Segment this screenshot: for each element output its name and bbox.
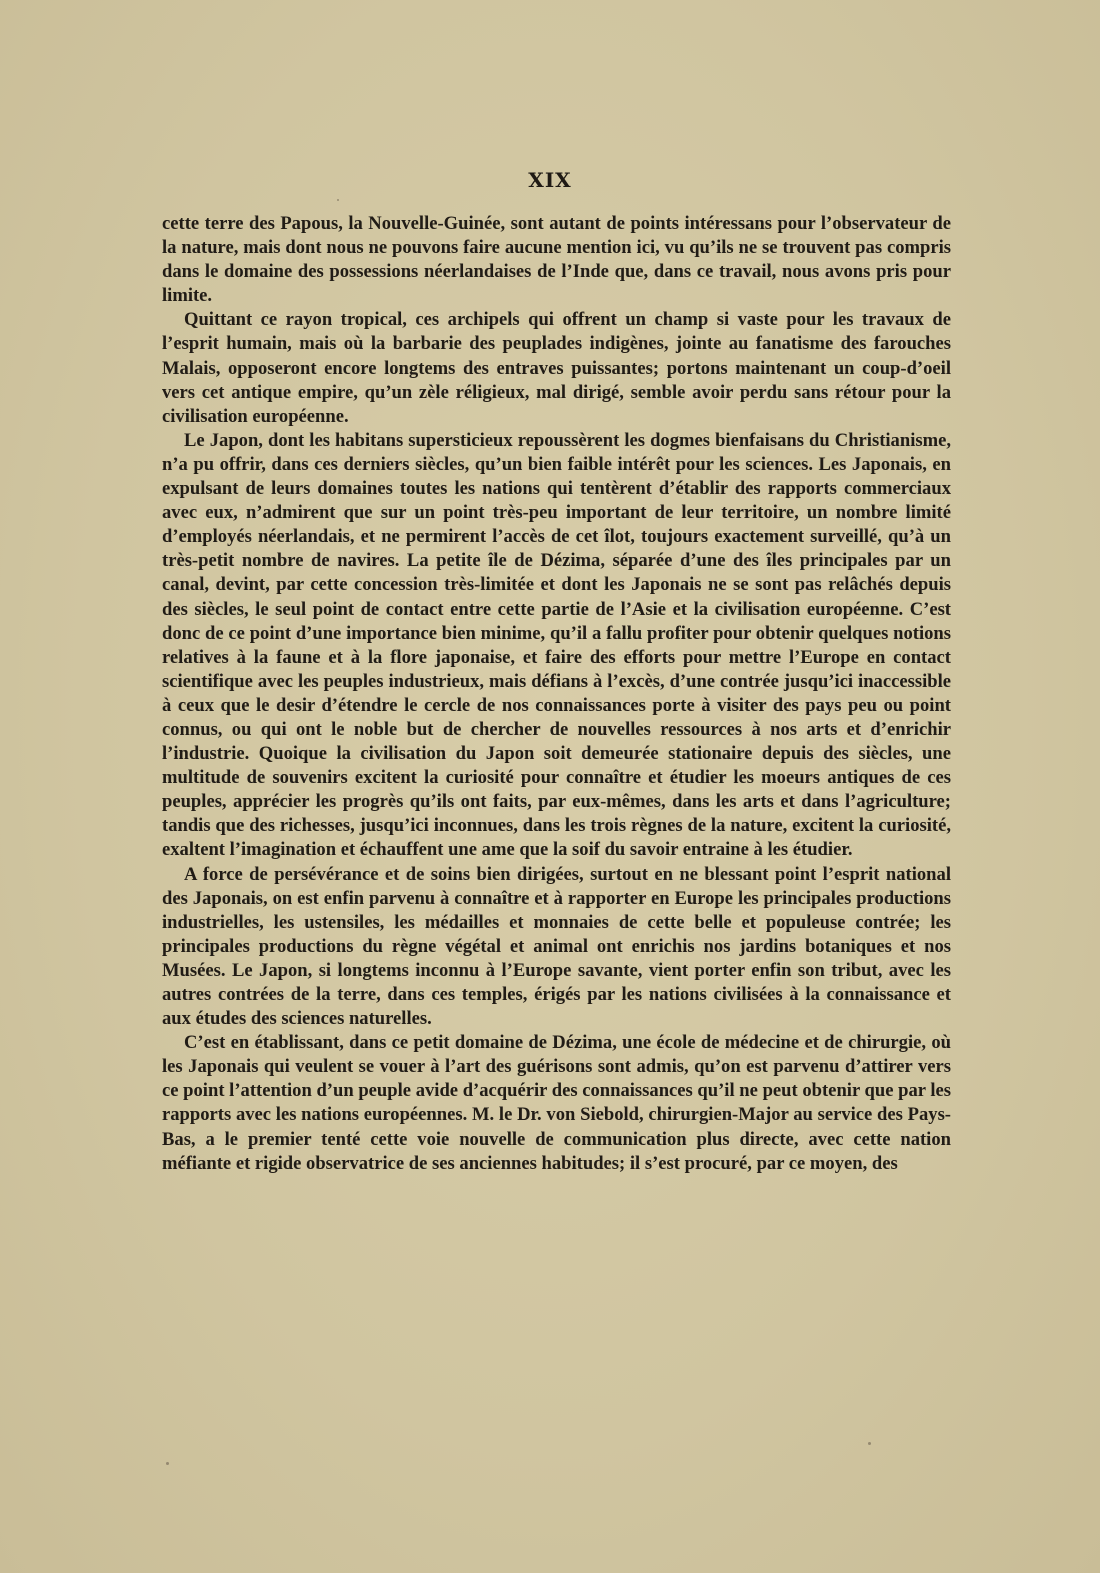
paper-speck [337, 199, 339, 201]
page-number: XIX [528, 168, 572, 192]
paragraph-5: C’est en établissant, dans ce petit domaine de Dézima, une école de médecine et de chirurgie, où les Japonais qui veulent se vouer à l’art des guérisons sont admis, qu’on est parvenu d’attirer vers ce point l’attention d’un peuple avide d’acquérir des connaissances qu’il ne peut obtenir que par les rapports avec les nations européennes. M. le Dr. von Siebold, chirurgien-Major au service des Pays-Bas, a le premier tenté cette voie nouvelle de communication plus directe, avec cette nation méfiante et rigide observatrice de ses anciennes habitudes; il s’est procuré, par ce moyen, des [162, 1032, 951, 1174]
paper-speck [166, 1462, 169, 1465]
paragraph-4: A force de persévérance et de soins bien dirigées, surtout en ne blessant point l’esprit national des Japonais, on est enfin parvenu à connaître et à rapporter en Europe les principales productions industrielles, les ustensiles, les médailles et monnaies de cette belle et populeuse contrée; les principales productions du règne végétal et animal ont enrichis nos jardins botaniques et nos Musées. Le Japon, si longtems inconnu à l’Europe savante, vient porter enfin son tribut, avec les autres contrées de la terre, dans ces temples, érigés par les nations civilisées à la connaissance et aux études des sciences naturelles. [162, 863, 951, 1030]
body-text [162, 212, 951, 1176]
paragraph-3: Le Japon, dont les habitans supersticieux repoussèrent les dogmes bienfaisans du Christianisme, n’a pu offrir, dans ces derniers siècles, qu’un bien faible intérêt pour les sciences. Les Japonais, en expulsant de leurs domaines toutes les nations qui tentèrent d’établir des rapports commerciaux avec eux, n’admirent que sur un point très-peu important de leur territoire, un nombre limité d’employés néerlandais, et ne permirent l’accès de cet îlot, toujours exactement surveillé, qu’à un très-petit nombre de navires. La petite île de Dézima, séparée d’une des îles principales par un canal, devint, par cette concession très-limitée et dont les Japonais ne se sont pas relâchés depuis des siècles, le seul point de contact entre cette partie de l’Asie et la civilisation européenne. C’est donc de ce point d’une importance bien minime, qu’il a fallu profiter pour obtenir quelques notions relatives à la faune et à la flore japonaise, et faire des efforts pour mettre l’Europe en contact scientifique avec les peuples industrieux, mais défians à l’excès, d’une contrée jusqu’ici inaccessible à ceux que le desir d’étendre le cercle de nos connaissances porte à visiter des pays peu ou point connus, ou qui ont le noble but de chercher de nouvelles ressources à nos arts et d’enrichir l’industrie. Quoique la civilisation du Japon soit demeurée stationaire depuis des siècles, une multitude de souvenirs excitent la curiosité pour connaître et étudier les moeurs antiques de ces peuples, apprécier les progrès qu’ils ont faits, par eux-mêmes, dans les arts et dans l’agriculture; tandis que des richesses, jusqu’ici inconnues, dans les trois règnes de la nature, excitent la curiosité, exaltent l’imagination et échauffent une ame que la soif du savoir entraine à les étudier. [162, 429, 951, 861]
paper-speck [868, 1442, 871, 1445]
paragraph-1: cette terre des Papous, la Nouvelle-Guinée, sont autant de points intéressans pour l’observateur de la nature, mais dont nous ne pouvons faire aucune mention ici, vu qu’ils ne se trouvent pas compris dans le domaine des possessions néerlandaises de l’Inde que, dans ce travail, nous avons pris pour limite. [162, 213, 951, 307]
paragraph-2: Quittant ce rayon tropical, ces archipels qui offrent un champ si vaste pour les travaux de l’esprit humain, mais où la barbarie des peuplades indigènes, jointe au fanatisme des farouches Malais, opposeront encore longtems des entraves puissantes; portons maintenant un coup-d’oeil vers cet antique empire, qu’un zèle réligieux, mal dirigé, semble avoir perdu sans rétour pour la civilisation européenne. [162, 309, 951, 427]
